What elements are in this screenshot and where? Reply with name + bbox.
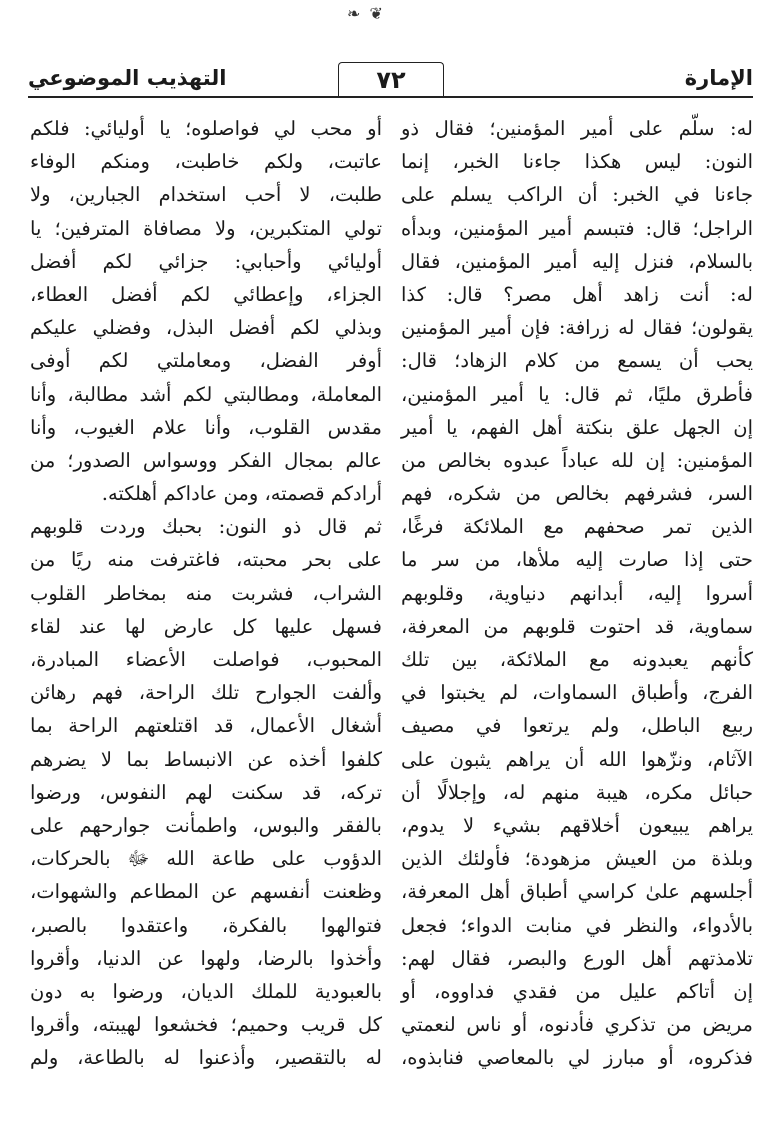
text-line: المحبوب، فواصلت الأعضاء المبادرة، xyxy=(30,648,382,671)
text-line: كل قريب وحميم؛ فخشعوا لهيبته، وأقروا xyxy=(30,1013,382,1037)
left-text-column xyxy=(30,112,382,1074)
text-line: بالعبودية للملك الديان، ورضوا به دون xyxy=(30,979,382,1003)
text-line: تولي المتكبرين، ولا مصافاة المترفين؛ يا xyxy=(30,216,382,240)
text-line: أو محب لي فواصلوه؛ يا أوليائي: فلكم xyxy=(30,117,382,140)
text-line: السر، فشرفهم بخالص من شكره، فهم xyxy=(401,482,753,506)
text-line: له: أنت زاهد أهل مصر؟ قال: كذا xyxy=(401,282,753,306)
text-line: إن أتاكم عليل من فقدي فداووه، أو xyxy=(401,979,753,1003)
text-line: عالم بمجال الفكر ووسواس الصدور؛ من xyxy=(30,448,382,472)
text-line: يحب أن يسمع من كلام الزهاد؛ قال: xyxy=(401,349,753,373)
text-line: تركه، قد سكنت لهم النفوس، ورضوا xyxy=(30,780,382,804)
text-line: وبلذة من العيش مزهودة؛ فأولئك الذين xyxy=(401,847,753,871)
text-line: الذين تمر صحفهم مع الملائكة فرغًا، xyxy=(401,515,753,539)
text-line: عاتبت، ولكم خاطبت، ومنكم الوفاء xyxy=(30,150,382,174)
text-line: كلفوا أخذه عن الانبساط بما لا يضرهم xyxy=(30,747,382,771)
text-line: جاءنا في الخبر: أن الراكب يسلم على xyxy=(401,183,753,207)
text-line: الآثام، ونزّهوا الله أن يراهم يثبون على xyxy=(401,747,753,771)
text-line: وألفت الجوارح تلك الراحة، فهم رهائن xyxy=(30,681,382,705)
text-line: أرادكم قصمته، ومن عاداكم أهلكته. xyxy=(101,482,382,506)
header-ornament: ❦ ❧ xyxy=(347,4,385,23)
text-line: له بالتقصير، وأذعنوا له بالطاعة، ولم xyxy=(30,1046,382,1070)
header-rule xyxy=(28,96,753,98)
text-line: وأخذوا بالرضا، ولهوا عن الدنيا، وأقروا xyxy=(30,946,382,970)
text-line: بالسلام، فنزل إليه أمير المؤمنين، فقال xyxy=(401,249,753,273)
text-line: الراجل؛ قال: فتبسم أمير المؤمنين، وبدأه xyxy=(401,216,753,240)
text-line: أشغال الأعمال، قد اقتلعتهم الراحة بما xyxy=(30,714,382,738)
text-line: يراهم يبيعون أخلاقهم بشيء لا يدوم، xyxy=(401,813,753,837)
text-line: فذكروه، أو مبارز لي بالمعاصي فنابذوه، xyxy=(401,1046,753,1070)
text-line: بالأدواء، والنظر في منابت الدواء؛ فجعل xyxy=(401,913,753,937)
text-line: ربيع الباطل، ولم يرتعوا في مصيف xyxy=(401,714,753,738)
text-line: أوفر الفضل، ومعاملتي لكم أوفى xyxy=(30,349,382,373)
text-line: حتى إذا صارت إليه ملأها، من سر ما xyxy=(401,548,753,572)
text-line: الدؤوب على طاعة الله ﷻ بالحركات، xyxy=(30,847,382,871)
page-number-frame xyxy=(338,62,444,97)
text-line: المؤمنين: إن لله عباداً عبدوه بخالص من xyxy=(401,448,753,472)
text-line: له: سلّم على أمير المؤمنين؛ فقال ذو xyxy=(401,117,753,140)
book-title: التهذيب الموضوعي xyxy=(28,66,227,90)
text-line: المعاملة، ومطالبتي لكم أشد مطالبة، وأنا xyxy=(30,382,382,406)
text-line: مقدس القلوب، وأنا علام الغيوب، وأنا xyxy=(30,415,382,439)
text-line: الشراب، فشربت منه بمخاطر القلوب xyxy=(30,581,382,605)
text-line: سماوية، قد احتوت قلوبهم من المعرفة، xyxy=(401,614,753,638)
text-line: كأنهم يعبدونه مع الملائكة، بين تلك xyxy=(401,648,753,671)
text-line: طلبت، لا أحب استخدام الجبارين، ولا xyxy=(30,183,382,207)
text-line: ثم قال ذو النون: بحبك وردت قلوبهم xyxy=(30,515,382,539)
text-line: الجزاء، وإعطائي لكم أفضل العطاء، xyxy=(30,282,382,306)
text-line: على بحر محبته، فاغترفت منه ريًا من xyxy=(30,548,382,572)
text-line: أجلسهم علىٰ كراسي أطباق أهل المعرفة، xyxy=(401,880,753,904)
text-line: فسهل عليها كل عارض لها عند لقاء xyxy=(30,614,382,638)
text-line: يقولون؛ فقال له زرافة: فإن أمير المؤمنين xyxy=(401,316,753,340)
page-number: ٧٢ xyxy=(376,66,406,94)
text-line: إن الجهل علق بنكتة أهل الفهم، يا أمير xyxy=(401,415,753,439)
text-line: أوليائي وأحبابي: جزائي لكم أفضل xyxy=(30,249,382,273)
text-line: الفرج، وأطباق السماوات، لم يخبتوا في xyxy=(401,681,753,705)
text-line: أسروا إليه، أبدانهم دنياوية، وقلوبهم xyxy=(401,581,753,605)
text-line: مريض من تذكري فأدنوه، أو ناس لنعمتي xyxy=(401,1013,753,1037)
text-line: فأطرق مليًا، ثم قال: يا أمير المؤمنين، xyxy=(401,382,753,406)
text-line: وظعنت أنفسهم عن المطاعم والشهوات، xyxy=(30,880,382,904)
text-line: وبذلي لكم أفضل البذل، وفضلي عليكم xyxy=(30,316,382,340)
text-line: فتوالهوا بالفكرة، واعتقدوا بالصبر، xyxy=(30,913,382,937)
text-line: تلامذتهم أهل الورع والبصر، فقال لهم: xyxy=(401,946,753,970)
text-line: النون: ليس هكذا جاءنا الخبر، إنما xyxy=(401,150,753,174)
section-title: الإمارة xyxy=(684,66,753,90)
right-text-column xyxy=(401,112,753,1074)
text-line: بالفقر والبوس، واطمأنت جوارحهم على xyxy=(30,813,382,837)
text-line: حبائل مكره، هيبة منهم له، وإجلالًا أن xyxy=(401,780,753,804)
